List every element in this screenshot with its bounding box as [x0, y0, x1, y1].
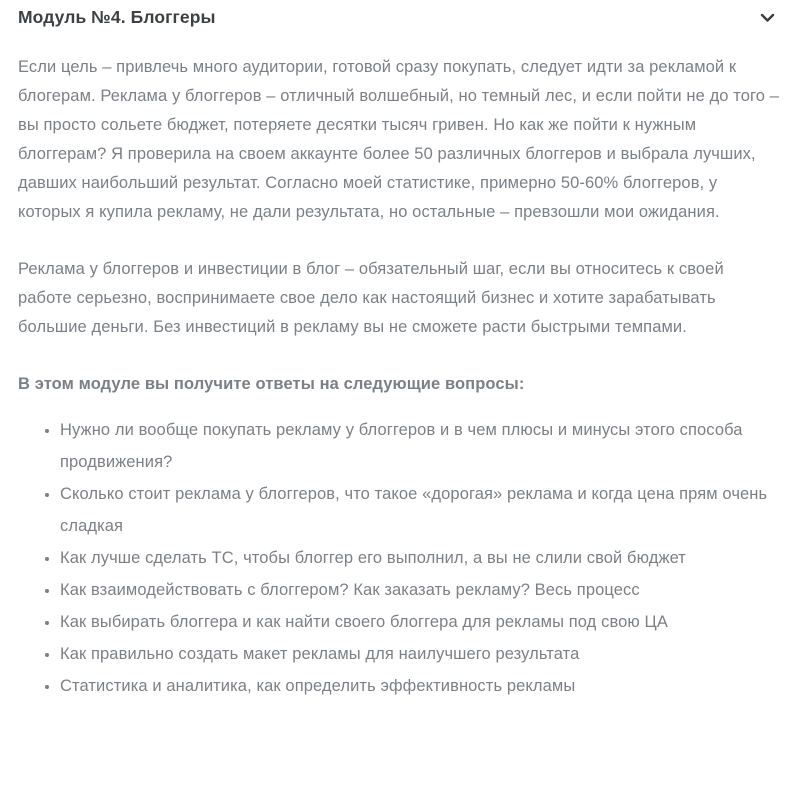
module-accordion-header[interactable] [18, 0, 782, 30]
list-item: • Как взаимодействовать с блоггером? Как заказать рекламу? Весь процесс [60, 574, 782, 606]
paragraph-investment: Реклама у блоггеров и инвестиции в блог – обязательный шаг, если вы относитесь к своей работе серьезно, воспринимаете свое дело как настоящий бизнес и хотите зарабатывать большие деньги. Без инвестиций в рекламу вы не сможете расти быстрыми темпами. [18, 260, 724, 336]
questions-list-heading: В этом модуле вы получите ответы на следующие вопросы: [18, 375, 525, 393]
paragraph-intro: Если цель – привлечь много аудитории, готовой сразу покупать, следует идти за рекламой к блогерам. Реклама у блоггеров – отличный волшебный, но темный лес, и если пойти не до того – вы просто сольете бюджет, потеряете десятки тысяч гривен. Но как же пойти к нужным блоггерам? Я проверила на своем аккаунте более 50 различных блоггеров и выбрала лучших, давших наибольший результат. Согласно моей статистике, примерно 50-60% блоггеров, у которых я купила рекламу, не дали результата, но остальные – превзошли мои ожидания. [18, 58, 779, 221]
module-title: Модуль №4. Блоггеры [18, 7, 216, 27]
list-item: • Сколько стоит реклама у блоггеров, что такое «дорогая» реклама и когда цена прям очень сладкая [60, 478, 782, 542]
questions-list [18, 414, 782, 702]
list-item: • Как правильно создать макет рекламы для наилучшего результата [60, 638, 782, 670]
list-item: • Нужно ли вообще покупать рекламу у блоггеров и в чем плюсы и минусы этого способа продвижения? [60, 414, 782, 478]
module-body [18, 53, 782, 702]
chevron-down-icon[interactable] [758, 9, 776, 27]
list-item: • Как выбирать блоггера и как найти своего блоггера для рекламы под свою ЦА [60, 606, 782, 638]
list-item: • Как лучше сделать ТС, чтобы блоггер его выполнил, а вы не слили свой бюджет [60, 542, 782, 574]
list-item: • Статистика и аналитика, как определить эффективность рекламы [60, 670, 782, 702]
